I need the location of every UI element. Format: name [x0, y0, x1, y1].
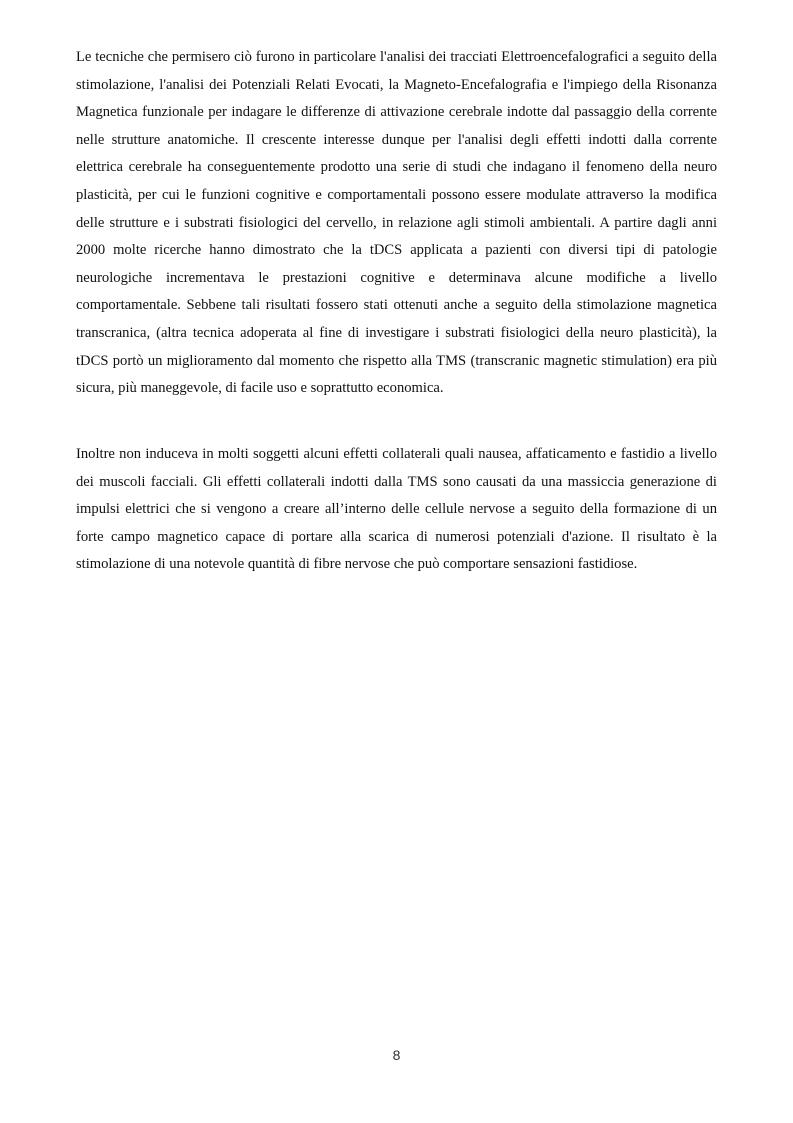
paragraph-2: Inoltre non induceva in molti soggetti alcuni effetti collaterali quali nausea, affaticamento e fastidio a livello dei muscoli facciali. Gli effetti collaterali indotti dalla TMS sono causati da una massiccia generazione di impulsi elettrici che si vengono a creare all’interno delle cellule nervose a seguito della formazione di un forte campo magnetico capace di portare alla scarica di numerosi potenziali d'azione. Il risultato è la stimolazione di una notevole quantità di fibre nervose che può comportare sensazioni fastidiose. [76, 446, 717, 573]
page-number: 8 [392, 1047, 401, 1063]
paragraph-1: Le tecniche che permisero ciò furono in particolare l'analisi dei tracciati Elettroencefalografici a seguito della stimolazione, l'analisi dei Potenziali Relati Evocati, la Magneto-Encefalografia e l'impiego della Risonanza Magnetica funzionale per indagare le differenze di attivazione cerebrale indotte dal passaggio della corrente nelle strutture anatomiche. Il crescente interesse dunque per l'analisi degli effetti indotti dalla corrente elettrica cerebrale ha conseguentemente prodotto una serie di studi che indagano il fenomeno della neuro plasticità, per cui le funzioni cognitive e comportamentali possono essere modulate attraverso la modifica delle strutture e i substrati fisiologici del cervello, in relazione agli stimoli ambientali. A partire dagli anni 2000 molte ricerche hanno dimostrato che la tDCS applicata a pazienti con diversi tipi di patologie neurologiche incrementava le prestazioni cognitive e determinava alcune modifiche a livello comportamentale. Sebbene tali risultati fossero stati ottenuti anche a seguito della stimolazione magnetica transcranica, (altra tecnica adoperata al fine di investigare i substrati fisiologici della neuro plasticità), la tDCS portò un miglioramento dal momento che rispetto alla TMS (transcranic magnetic stimulation) era più sicura, più maneggevole, di facile uso e soprattutto economica. [76, 49, 717, 397]
